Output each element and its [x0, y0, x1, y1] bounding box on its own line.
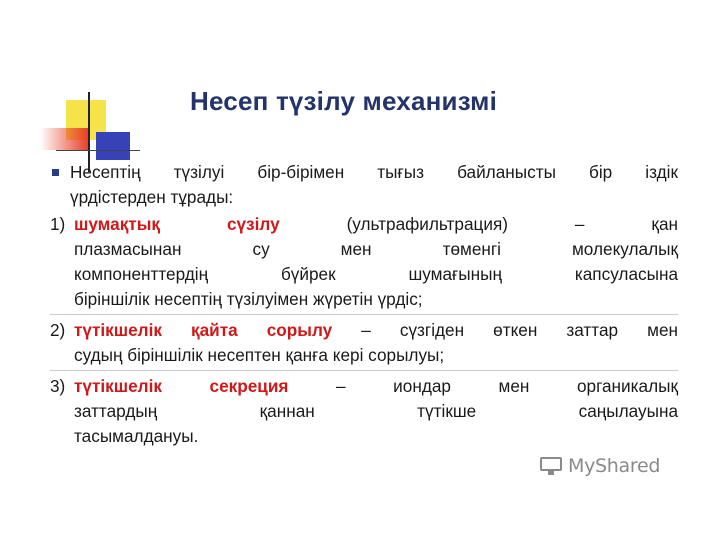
item-line-2: судың біріншілік несептен қанға кері сорылуы; [74, 345, 445, 365]
item-text: (ультрафильтрация) – қан [346, 214, 678, 234]
item-number: 3) [50, 376, 66, 396]
item-line-3: компоненттердің бүйрек шумағының капсуласына [74, 264, 678, 284]
item-line-2: плазмасынан су мен төменгі молекулалық [74, 239, 678, 259]
item-term: шумақтық сүзілу [74, 214, 280, 234]
intro-line-1: Несептің түзілуі бір-бірімен тығыз байланысты бір іздік [70, 162, 678, 182]
red-gradient-bar [40, 128, 88, 150]
item-term: түтікшелік секреция [74, 376, 289, 396]
item-term: түтікшелік қайта сорылу [74, 320, 333, 340]
myshared-watermark [540, 452, 680, 480]
watermark-text: MyShared [568, 455, 661, 477]
item-line-3: тасымалдануы. [74, 426, 199, 446]
item-text: – сүзгіден өткен заттар мен [361, 320, 678, 340]
item-line-1 [74, 318, 678, 343]
list-item [50, 318, 678, 368]
item-line-1 [74, 374, 678, 399]
item-line-2: заттардың қаннан түтікше саңылауына [74, 401, 678, 421]
horizontal-line [56, 150, 140, 151]
slide-title: Несеп түзілу механизмі [190, 86, 498, 116]
item-number: 2) [50, 320, 66, 340]
list-item [50, 212, 678, 312]
blue-square [96, 132, 130, 160]
item-number: 1) [50, 214, 66, 234]
item-line-4: біріншілік несептің түзілуімен жүретін үрдіс; [74, 289, 423, 309]
slide-content [50, 160, 678, 449]
item-text: – иондар мен органикалық [336, 376, 678, 396]
divider [50, 314, 678, 315]
square-bullet-icon [52, 169, 59, 176]
item-line-1 [74, 212, 678, 237]
monitor-icon [540, 457, 564, 475]
intro-bullet [50, 160, 678, 210]
list-item [50, 374, 678, 449]
intro-line-2: үрдістерден тұрады: [70, 187, 234, 207]
divider [50, 370, 678, 371]
